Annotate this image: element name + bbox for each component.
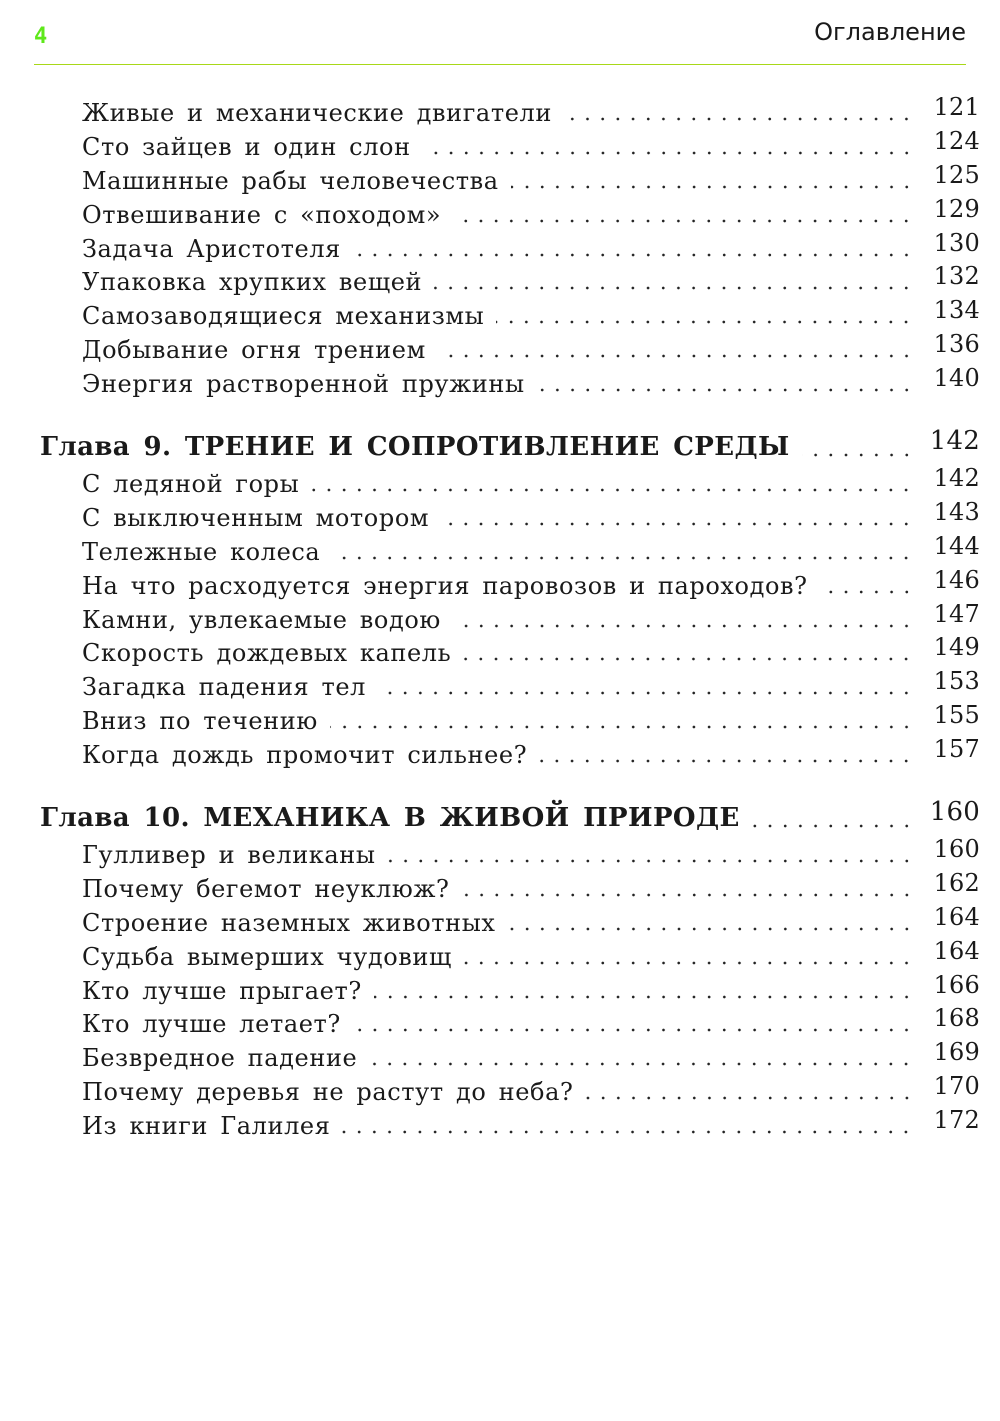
toc-entry-page: 149 bbox=[933, 633, 980, 662]
leader-dots bbox=[463, 647, 914, 671]
toc-entry-title: Задача Аристотеля bbox=[82, 234, 341, 263]
leader-dots bbox=[453, 614, 914, 638]
toc-entry[interactable] bbox=[40, 1106, 980, 1144]
leader-dots bbox=[752, 813, 914, 839]
toc-entry-title: Упаковка хрупких вещей bbox=[82, 268, 423, 297]
toc-entry-page: 164 bbox=[933, 902, 980, 931]
chapter-heading[interactable] bbox=[40, 426, 980, 468]
chapter-page: 160 bbox=[929, 797, 980, 828]
toc-entry[interactable] bbox=[40, 1072, 980, 1110]
toc-entry-title: Кто лучше прыгает? bbox=[82, 976, 362, 1005]
toc-section-chapter-10 bbox=[40, 797, 980, 1144]
toc-entry[interactable] bbox=[40, 464, 980, 502]
toc-entry-page: 160 bbox=[933, 835, 980, 864]
toc-entry-title: Скорость дождевых капель bbox=[82, 639, 452, 668]
toc-entry-title: Самозаводящиеся механизмы bbox=[82, 302, 485, 331]
toc-entry-title: Судьба вымерших чудовищ bbox=[82, 942, 452, 971]
toc-entry-page: 125 bbox=[933, 160, 980, 189]
toc-entry-title: Безвредное падение bbox=[82, 1044, 358, 1073]
header-rule bbox=[34, 64, 966, 65]
toc-entry[interactable] bbox=[40, 735, 980, 773]
chapter-title: Глава 10. МЕХАНИКА В ЖИВОЙ ПРИРОДЕ bbox=[40, 803, 740, 834]
toc-entry-page: 134 bbox=[933, 296, 980, 325]
toc-entry[interactable] bbox=[40, 1038, 980, 1076]
toc-entry-title: Машинные рабы человечества bbox=[82, 166, 499, 195]
toc-entry[interactable] bbox=[40, 667, 980, 705]
toc-section-continued bbox=[40, 93, 980, 402]
leader-dots bbox=[438, 344, 914, 368]
leader-dots bbox=[332, 546, 914, 570]
toc-entry-page: 147 bbox=[933, 599, 980, 628]
leader-dots bbox=[441, 512, 914, 536]
toc-entry-page: 130 bbox=[933, 228, 980, 257]
toc-entry[interactable] bbox=[40, 364, 980, 402]
toc-entry[interactable] bbox=[40, 497, 980, 536]
toc-entry[interactable] bbox=[40, 835, 980, 873]
toc-entry-page: 162 bbox=[933, 868, 980, 897]
leader-dots bbox=[423, 141, 914, 165]
toc-entry[interactable] bbox=[40, 531, 980, 570]
table-of-contents bbox=[40, 93, 980, 1168]
toc-entry-page: 166 bbox=[933, 970, 980, 999]
leader-dots bbox=[353, 1018, 914, 1042]
leader-dots bbox=[537, 378, 914, 402]
toc-entry[interactable] bbox=[40, 633, 980, 671]
toc-entry[interactable] bbox=[40, 194, 980, 233]
leader-dots bbox=[330, 715, 914, 739]
leader-dots bbox=[511, 175, 914, 199]
chapter-title: Глава 9. ТРЕНИЕ И СОПРОТИВЛЕНИЕ СРЕДЫ bbox=[40, 432, 790, 463]
toc-entry-title: Отвешивание с «походом» bbox=[82, 200, 442, 229]
toc-entry-page: 144 bbox=[933, 531, 980, 560]
toc-entry-title: Энергия растворенной пружины bbox=[82, 370, 525, 399]
leader-dots bbox=[462, 883, 914, 907]
toc-entry[interactable] bbox=[40, 868, 980, 907]
toc-entry-title: Из книги Галилея bbox=[82, 1112, 331, 1141]
toc-entry-page: 164 bbox=[933, 936, 980, 965]
toc-entry-page: 153 bbox=[933, 667, 980, 696]
leader-dots bbox=[378, 681, 914, 705]
toc-entry-page: 169 bbox=[933, 1038, 980, 1067]
toc-entry-page: 172 bbox=[933, 1106, 980, 1135]
toc-entry-page: 142 bbox=[933, 464, 980, 493]
toc-entry[interactable] bbox=[40, 565, 980, 604]
toc-entry[interactable] bbox=[40, 599, 980, 638]
toc-entry[interactable] bbox=[40, 970, 980, 1009]
toc-entry[interactable] bbox=[40, 126, 980, 165]
toc-entry-title: Строение наземных животных bbox=[82, 908, 496, 937]
leader-dots bbox=[496, 310, 914, 334]
toc-entry[interactable] bbox=[40, 296, 980, 334]
toc-entry-page: 132 bbox=[933, 262, 980, 291]
toc-entry-page: 136 bbox=[933, 330, 980, 359]
toc-entry[interactable] bbox=[40, 902, 980, 941]
toc-entry-title: Кто лучше летает? bbox=[82, 1010, 341, 1039]
chapter-page: 142 bbox=[929, 426, 980, 457]
leader-dots bbox=[434, 276, 914, 300]
page-number: 4 bbox=[34, 24, 48, 49]
toc-entry[interactable] bbox=[40, 701, 980, 739]
toc-entry-page: 157 bbox=[933, 735, 980, 764]
leader-dots bbox=[353, 243, 914, 267]
page-header bbox=[34, 16, 966, 62]
toc-entry-title: На что расходуется энергия паровозов и пароходов? bbox=[82, 571, 808, 600]
toc-entry[interactable] bbox=[40, 936, 980, 975]
toc-entry-page: 143 bbox=[933, 497, 980, 526]
leader-dots bbox=[388, 849, 914, 873]
toc-entry-title: Вниз по течению bbox=[82, 707, 318, 736]
toc-entry-page: 121 bbox=[933, 93, 980, 121]
toc-entry-page: 146 bbox=[933, 565, 980, 594]
leader-dots bbox=[311, 478, 914, 502]
toc-entry-title: Сто зайцев и один слон bbox=[82, 132, 411, 161]
toc-entry-title: Гулливер и великаны bbox=[82, 841, 376, 870]
leader-dots bbox=[820, 580, 914, 604]
leader-dots bbox=[508, 917, 914, 941]
toc-entry-page: 140 bbox=[933, 364, 980, 393]
toc-entry-title: Когда дождь промочит сильнее? bbox=[82, 741, 528, 770]
toc-entry-page: 124 bbox=[933, 126, 980, 155]
leader-dots bbox=[586, 1086, 915, 1110]
leader-dots bbox=[453, 209, 914, 233]
toc-entry-title: Тележные колеса bbox=[82, 537, 321, 566]
toc-entry-title: Камни, увлекаемые водою bbox=[82, 605, 441, 634]
toc-entry-title: Загадка падения тел bbox=[82, 673, 367, 702]
toc-entry-page: 168 bbox=[933, 1004, 980, 1033]
leader-dots bbox=[374, 985, 914, 1009]
leader-dots bbox=[539, 749, 914, 773]
toc-entry-title: Почему бегемот неуклюж? bbox=[82, 874, 450, 903]
toc-entry-title: С ледяной горы bbox=[82, 470, 300, 499]
toc-entry[interactable] bbox=[40, 330, 980, 368]
leader-dots bbox=[802, 442, 914, 468]
leader-dots bbox=[342, 1120, 914, 1144]
toc-entry[interactable] bbox=[40, 160, 980, 199]
leader-dots bbox=[464, 951, 914, 975]
leader-dots bbox=[564, 107, 914, 131]
toc-entry[interactable] bbox=[40, 1004, 980, 1042]
toc-entry[interactable] bbox=[40, 93, 980, 131]
toc-entry[interactable] bbox=[40, 262, 980, 300]
leader-dots bbox=[369, 1052, 914, 1076]
toc-entry-title: Живые и механические двигатели bbox=[82, 99, 552, 127]
toc-entry-title: Добывание огня трением bbox=[82, 336, 426, 365]
toc-entry-title: Почему деревья не растут до неба? bbox=[82, 1078, 574, 1107]
chapter-heading[interactable] bbox=[40, 797, 980, 839]
toc-entry-page: 129 bbox=[933, 194, 980, 223]
toc-entry-page: 170 bbox=[933, 1072, 980, 1101]
toc-entry-title: С выключенным мотором bbox=[82, 503, 430, 532]
running-title: Оглавление bbox=[814, 18, 966, 46]
toc-entry[interactable] bbox=[40, 228, 980, 267]
toc-section-chapter-9 bbox=[40, 426, 980, 773]
toc-entry-page: 155 bbox=[933, 701, 980, 730]
